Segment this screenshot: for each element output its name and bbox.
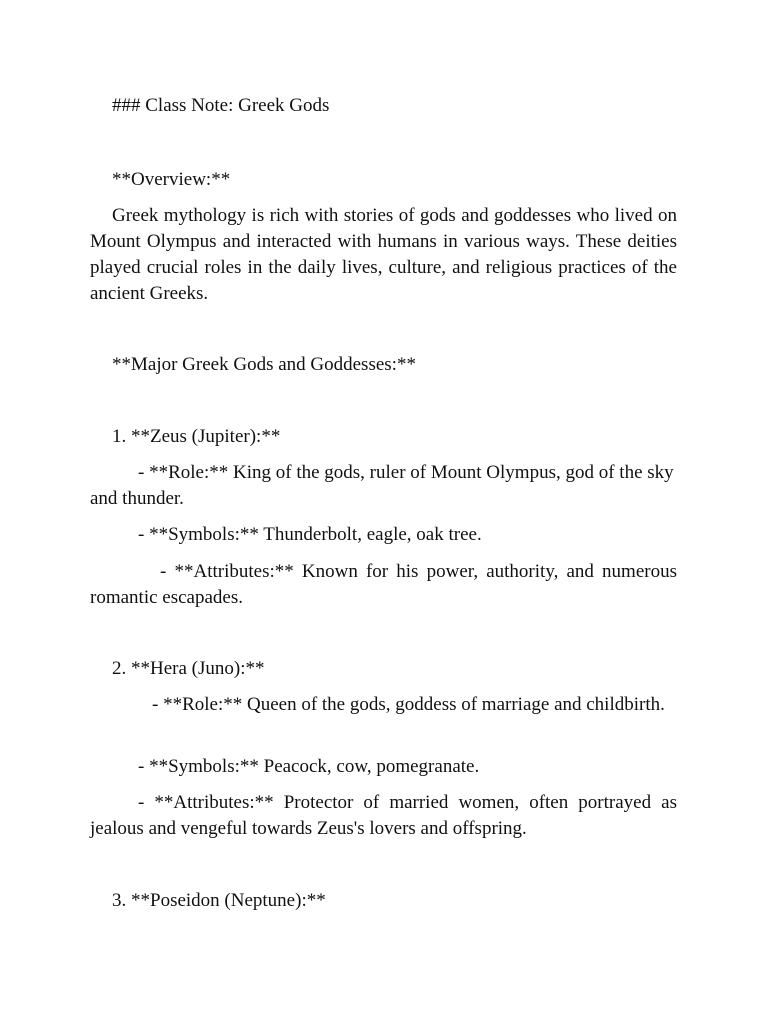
hera-symbols: - **Symbols:** Peacock, cow, pomegranate. — [138, 756, 480, 777]
overview-heading: **Overview:** — [112, 169, 231, 190]
god-heading-zeus: 1. **Zeus (Jupiter):** — [112, 426, 281, 447]
hera-role: - **Role:** Queen of the gods, goddess of marriage and childbirth. — [152, 694, 665, 715]
hera-attributes: - **Attributes:** Protector of married women, often portrayed as jealous and vengeful towards Zeus's lovers and offspring. — [90, 792, 677, 839]
zeus-symbols: - **Symbols:** Thunderbolt, eagle, oak tree. — [138, 524, 482, 545]
god-heading-hera: 2. **Hera (Juno):** — [112, 658, 265, 679]
god-heading-poseidon: 3. **Poseidon (Neptune):** — [112, 890, 326, 911]
zeus-attributes: - **Attributes:** Known for his power, authority, and numerous romantic escapades. — [90, 561, 677, 608]
overview-paragraph: Greek mythology is rich with stories of gods and goddesses who lived on Mount Olympus and interacted with humans in various ways. These deities played crucial roles in the daily lives, culture, and religious practices of the ancient Greeks. — [90, 205, 677, 304]
zeus-role: - **Role:** King of the gods, ruler of Mount Olympus, god of the sky and thunder. — [90, 462, 674, 509]
major-gods-heading: **Major Greek Gods and Goddesses:** — [112, 354, 416, 375]
document-title: ### Class Note: Greek Gods — [112, 95, 330, 116]
